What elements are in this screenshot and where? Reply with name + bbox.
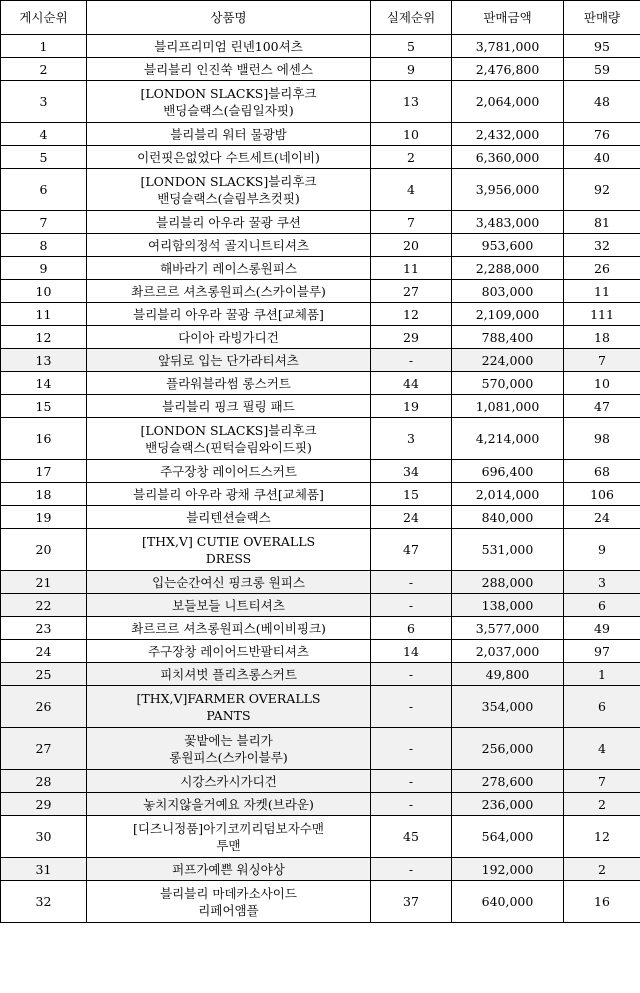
cell-rank: 8	[1, 234, 87, 257]
cell-product-name	[87, 858, 371, 881]
cell-rank: 15	[1, 395, 87, 418]
table-row	[1, 169, 640, 211]
cell-product-name	[87, 123, 371, 146]
cell-actual-rank: 14	[371, 640, 452, 663]
table-row	[1, 123, 640, 146]
cell-sales-quantity: 81	[564, 211, 640, 234]
cell-sales-amount: 696,400	[452, 460, 564, 483]
cell-rank: 4	[1, 123, 87, 146]
cell-rank: 18	[1, 483, 87, 506]
cell-actual-rank: 24	[371, 506, 452, 529]
cell-sales-quantity: 32	[564, 234, 640, 257]
cell-sales-amount: 288,000	[452, 571, 564, 594]
cell-rank: 27	[1, 728, 87, 770]
cell-sales-amount: 840,000	[452, 506, 564, 529]
cell-sales-quantity: 2	[564, 793, 640, 816]
table-row	[1, 858, 640, 881]
cell-actual-rank: 10	[371, 123, 452, 146]
header-actual-rank: 실제순위	[371, 1, 452, 35]
cell-rank: 12	[1, 326, 87, 349]
product-name-line: [THX,V]FARMER OVERALLS	[136, 690, 321, 706]
product-name-line: 플라워블라썸 롱스커트	[166, 375, 291, 391]
cell-rank: 20	[1, 529, 87, 571]
cell-product-name	[87, 881, 371, 923]
cell-sales-amount: 49,800	[452, 663, 564, 686]
product-name-line: 블리블리 인진쑥 밸런스 에센스	[144, 61, 313, 77]
cell-sales-quantity: 3	[564, 571, 640, 594]
table-row	[1, 881, 640, 923]
cell-product-name	[87, 640, 371, 663]
cell-sales-amount: 224,000	[452, 349, 564, 372]
table-row	[1, 460, 640, 483]
product-name-line: 시강스카시가디건	[180, 773, 277, 789]
product-name-line: DRESS	[205, 550, 252, 566]
product-name-line: 촤르르르 셔츠롱원피스(베이비핑크)	[131, 620, 326, 636]
product-name-line: [LONDON SLACKS]블리후크	[140, 85, 317, 101]
cell-sales-amount: 2,432,000	[452, 123, 564, 146]
product-name-line: 블리블리 아우라 광채 쿠션[교체품]	[133, 486, 324, 502]
cell-product-name	[87, 211, 371, 234]
header-sales-quantity: 판매량	[564, 1, 640, 35]
cell-actual-rank: -	[371, 686, 452, 728]
cell-rank: 30	[1, 816, 87, 858]
product-name-line: 투맨	[216, 837, 241, 853]
cell-actual-rank: 5	[371, 35, 452, 58]
table-row	[1, 770, 640, 793]
table-row	[1, 816, 640, 858]
cell-actual-rank: 47	[371, 529, 452, 571]
product-name-line: [LONDON SLACKS]블리후크	[140, 173, 317, 189]
product-name-line: 밴딩슬랙스(핀턱슬림와이드핏)	[145, 439, 312, 455]
cell-sales-quantity: 4	[564, 728, 640, 770]
cell-sales-quantity: 40	[564, 146, 640, 169]
product-name-line: 블리블리 워터 물광밤	[170, 126, 287, 142]
product-name-line: 롱원피스(스카이블루)	[169, 749, 288, 765]
cell-sales-amount: 4,214,000	[452, 418, 564, 460]
cell-product-name	[87, 81, 371, 123]
table-row	[1, 617, 640, 640]
cell-product-name	[87, 303, 371, 326]
cell-product-name	[87, 571, 371, 594]
cell-rank: 2	[1, 58, 87, 81]
table-row	[1, 146, 640, 169]
table-row	[1, 686, 640, 728]
table-row	[1, 529, 640, 571]
cell-actual-rank: 15	[371, 483, 452, 506]
cell-actual-rank: 9	[371, 58, 452, 81]
cell-product-name	[87, 816, 371, 858]
cell-actual-rank: -	[371, 663, 452, 686]
table-row	[1, 594, 640, 617]
cell-product-name	[87, 663, 371, 686]
cell-sales-amount: 192,000	[452, 858, 564, 881]
cell-actual-rank: 11	[371, 257, 452, 280]
cell-rank: 10	[1, 280, 87, 303]
product-name-line: [디즈니정품]아기코끼리덤보자수맨	[133, 820, 324, 836]
table-row	[1, 372, 640, 395]
cell-sales-quantity: 47	[564, 395, 640, 418]
product-name-line: 주구장창 레이어드스커트	[160, 463, 297, 479]
cell-rank: 7	[1, 211, 87, 234]
cell-sales-amount: 3,483,000	[452, 211, 564, 234]
table-row	[1, 234, 640, 257]
cell-sales-amount: 138,000	[452, 594, 564, 617]
cell-sales-quantity: 7	[564, 349, 640, 372]
cell-rank: 24	[1, 640, 87, 663]
cell-sales-amount: 2,037,000	[452, 640, 564, 663]
product-name-line: 입는순간여신 핑크롱 원피스	[152, 574, 305, 590]
cell-rank: 32	[1, 881, 87, 923]
cell-sales-quantity: 16	[564, 881, 640, 923]
cell-sales-amount: 564,000	[452, 816, 564, 858]
table-row	[1, 506, 640, 529]
cell-actual-rank: 44	[371, 372, 452, 395]
product-name-line: 해바라기 레이스롱원피스	[160, 260, 297, 276]
cell-actual-rank: -	[371, 770, 452, 793]
cell-actual-rank: 3	[371, 418, 452, 460]
cell-sales-amount: 3,956,000	[452, 169, 564, 211]
cell-rank: 28	[1, 770, 87, 793]
table-body	[1, 35, 640, 923]
cell-rank: 19	[1, 506, 87, 529]
cell-product-name	[87, 617, 371, 640]
cell-rank: 23	[1, 617, 87, 640]
table-row	[1, 35, 640, 58]
cell-sales-quantity: 98	[564, 418, 640, 460]
cell-rank: 26	[1, 686, 87, 728]
table-row	[1, 483, 640, 506]
cell-sales-amount: 2,288,000	[452, 257, 564, 280]
cell-rank: 16	[1, 418, 87, 460]
product-name-line: 블리프리미엄 린넨100셔츠	[154, 38, 303, 54]
cell-product-name	[87, 395, 371, 418]
cell-product-name	[87, 326, 371, 349]
cell-rank: 29	[1, 793, 87, 816]
table-row	[1, 280, 640, 303]
cell-actual-rank: 19	[371, 395, 452, 418]
cell-product-name	[87, 257, 371, 280]
cell-sales-amount: 2,109,000	[452, 303, 564, 326]
cell-product-name	[87, 529, 371, 571]
cell-sales-amount: 256,000	[452, 728, 564, 770]
cell-sales-quantity: 68	[564, 460, 640, 483]
cell-sales-quantity: 97	[564, 640, 640, 663]
cell-actual-rank: -	[371, 571, 452, 594]
cell-rank: 21	[1, 571, 87, 594]
cell-sales-amount: 570,000	[452, 372, 564, 395]
cell-actual-rank: 20	[371, 234, 452, 257]
cell-sales-quantity: 11	[564, 280, 640, 303]
product-name-line: 꽃밭에는 블리가	[184, 732, 273, 748]
product-name-line: 블리블리 아우라 꿀광 쿠션[교체품]	[133, 306, 324, 322]
product-name-line: 보들보들 니트티셔츠	[172, 597, 285, 613]
cell-rank: 17	[1, 460, 87, 483]
cell-product-name	[87, 280, 371, 303]
cell-sales-amount: 803,000	[452, 280, 564, 303]
header-product-name: 상품명	[87, 1, 371, 35]
cell-rank: 13	[1, 349, 87, 372]
table-row	[1, 395, 640, 418]
cell-product-name	[87, 728, 371, 770]
product-name-line: 촤르르르 셔츠롱원피스(스카이블루)	[131, 283, 326, 299]
table-row	[1, 257, 640, 280]
cell-actual-rank: 34	[371, 460, 452, 483]
table-row	[1, 326, 640, 349]
cell-sales-quantity: 92	[564, 169, 640, 211]
product-name-line: 앞뒤로 입는 단가라티셔츠	[158, 352, 299, 368]
cell-actual-rank: 4	[371, 169, 452, 211]
cell-sales-quantity: 6	[564, 594, 640, 617]
product-name-line: 블리블리 아우라 꿀광 쿠션	[156, 214, 301, 230]
cell-product-name	[87, 372, 371, 395]
cell-actual-rank: 2	[371, 146, 452, 169]
product-name-line: PANTS	[206, 707, 251, 723]
product-name-line: 블리텐션슬랙스	[186, 509, 271, 525]
cell-sales-quantity: 6	[564, 686, 640, 728]
cell-sales-amount: 2,476,800	[452, 58, 564, 81]
cell-sales-amount: 236,000	[452, 793, 564, 816]
cell-sales-amount: 953,600	[452, 234, 564, 257]
product-name-line: 리페어앰플	[198, 902, 259, 918]
table-row	[1, 211, 640, 234]
cell-sales-amount: 278,600	[452, 770, 564, 793]
cell-sales-amount: 6,360,000	[452, 146, 564, 169]
cell-sales-quantity: 2	[564, 858, 640, 881]
cell-product-name	[87, 234, 371, 257]
table-row	[1, 571, 640, 594]
cell-actual-rank: 37	[371, 881, 452, 923]
cell-sales-quantity: 10	[564, 372, 640, 395]
cell-product-name	[87, 483, 371, 506]
cell-sales-quantity: 59	[564, 58, 640, 81]
cell-sales-amount: 2,064,000	[452, 81, 564, 123]
table-row	[1, 640, 640, 663]
cell-sales-amount: 3,781,000	[452, 35, 564, 58]
cell-rank: 6	[1, 169, 87, 211]
cell-sales-quantity: 106	[564, 483, 640, 506]
cell-product-name	[87, 460, 371, 483]
cell-rank: 25	[1, 663, 87, 686]
product-name-line: 주구장창 레이어드반팔티셔츠	[148, 643, 309, 659]
cell-rank: 9	[1, 257, 87, 280]
product-name-line: 다이아 라빙가디건	[178, 329, 279, 345]
cell-sales-quantity: 12	[564, 816, 640, 858]
cell-sales-quantity: 7	[564, 770, 640, 793]
cell-actual-rank: 29	[371, 326, 452, 349]
cell-rank: 1	[1, 35, 87, 58]
cell-actual-rank: 27	[371, 280, 452, 303]
cell-product-name	[87, 58, 371, 81]
cell-product-name	[87, 686, 371, 728]
header-rank: 게시순위	[1, 1, 87, 35]
cell-product-name	[87, 146, 371, 169]
cell-actual-rank: -	[371, 858, 452, 881]
table-row	[1, 58, 640, 81]
cell-sales-amount: 1,081,000	[452, 395, 564, 418]
header-row	[1, 1, 640, 35]
cell-sales-quantity: 76	[564, 123, 640, 146]
cell-actual-rank: -	[371, 793, 452, 816]
cell-product-name	[87, 349, 371, 372]
cell-sales-quantity: 1	[564, 663, 640, 686]
product-name-line: 피치셔벗 플리츠롱스커트	[160, 666, 297, 682]
cell-product-name	[87, 35, 371, 58]
product-name-line: 이런핏은없었다 수트세트(네이비)	[137, 149, 320, 165]
product-name-line: 블리블리 마데카소사이드	[160, 885, 297, 901]
table-row	[1, 728, 640, 770]
table-row	[1, 418, 640, 460]
cell-rank: 5	[1, 146, 87, 169]
cell-product-name	[87, 793, 371, 816]
cell-sales-amount: 531,000	[452, 529, 564, 571]
product-name-line: [LONDON SLACKS]블리후크	[140, 422, 317, 438]
table-header	[1, 1, 640, 35]
cell-sales-quantity: 111	[564, 303, 640, 326]
cell-sales-quantity: 9	[564, 529, 640, 571]
cell-product-name	[87, 594, 371, 617]
table-row	[1, 81, 640, 123]
product-name-line: 밴딩슬랙스(슬림일자핏)	[163, 102, 294, 118]
cell-rank: 31	[1, 858, 87, 881]
cell-product-name	[87, 770, 371, 793]
cell-actual-rank: 12	[371, 303, 452, 326]
cell-actual-rank: 13	[371, 81, 452, 123]
cell-rank: 22	[1, 594, 87, 617]
product-name-line: 밴딩슬랙스(슬림부츠컷핏)	[157, 190, 300, 206]
product-name-line: 퍼프가예쁜 워싱야상	[172, 861, 285, 877]
product-name-line: 블리블리 핑크 필링 패드	[162, 398, 295, 414]
cell-sales-quantity: 26	[564, 257, 640, 280]
cell-actual-rank: -	[371, 349, 452, 372]
table-row	[1, 793, 640, 816]
header-sales-amount: 판매금액	[452, 1, 564, 35]
cell-product-name	[87, 418, 371, 460]
cell-sales-amount: 2,014,000	[452, 483, 564, 506]
cell-sales-amount: 3,577,000	[452, 617, 564, 640]
cell-product-name	[87, 169, 371, 211]
cell-rank: 14	[1, 372, 87, 395]
cell-sales-quantity: 24	[564, 506, 640, 529]
cell-product-name	[87, 506, 371, 529]
table-row	[1, 663, 640, 686]
cell-sales-quantity: 95	[564, 35, 640, 58]
cell-actual-rank: 7	[371, 211, 452, 234]
cell-actual-rank: 6	[371, 617, 452, 640]
cell-rank: 11	[1, 303, 87, 326]
cell-sales-quantity: 48	[564, 81, 640, 123]
cell-actual-rank: 45	[371, 816, 452, 858]
cell-sales-amount: 788,400	[452, 326, 564, 349]
cell-rank: 3	[1, 81, 87, 123]
cell-sales-quantity: 18	[564, 326, 640, 349]
cell-sales-quantity: 49	[564, 617, 640, 640]
product-name-line: 놓치지않을거예요 자켓(브라운)	[143, 796, 314, 812]
cell-sales-amount: 354,000	[452, 686, 564, 728]
table-row	[1, 349, 640, 372]
cell-sales-amount: 640,000	[452, 881, 564, 923]
cell-actual-rank: -	[371, 594, 452, 617]
cell-actual-rank: -	[371, 728, 452, 770]
product-name-line: [THX,V] CUTIE OVERALLS	[141, 533, 316, 549]
product-name-line: 여리함의정석 골지니트티셔츠	[148, 237, 309, 253]
table-row	[1, 303, 640, 326]
